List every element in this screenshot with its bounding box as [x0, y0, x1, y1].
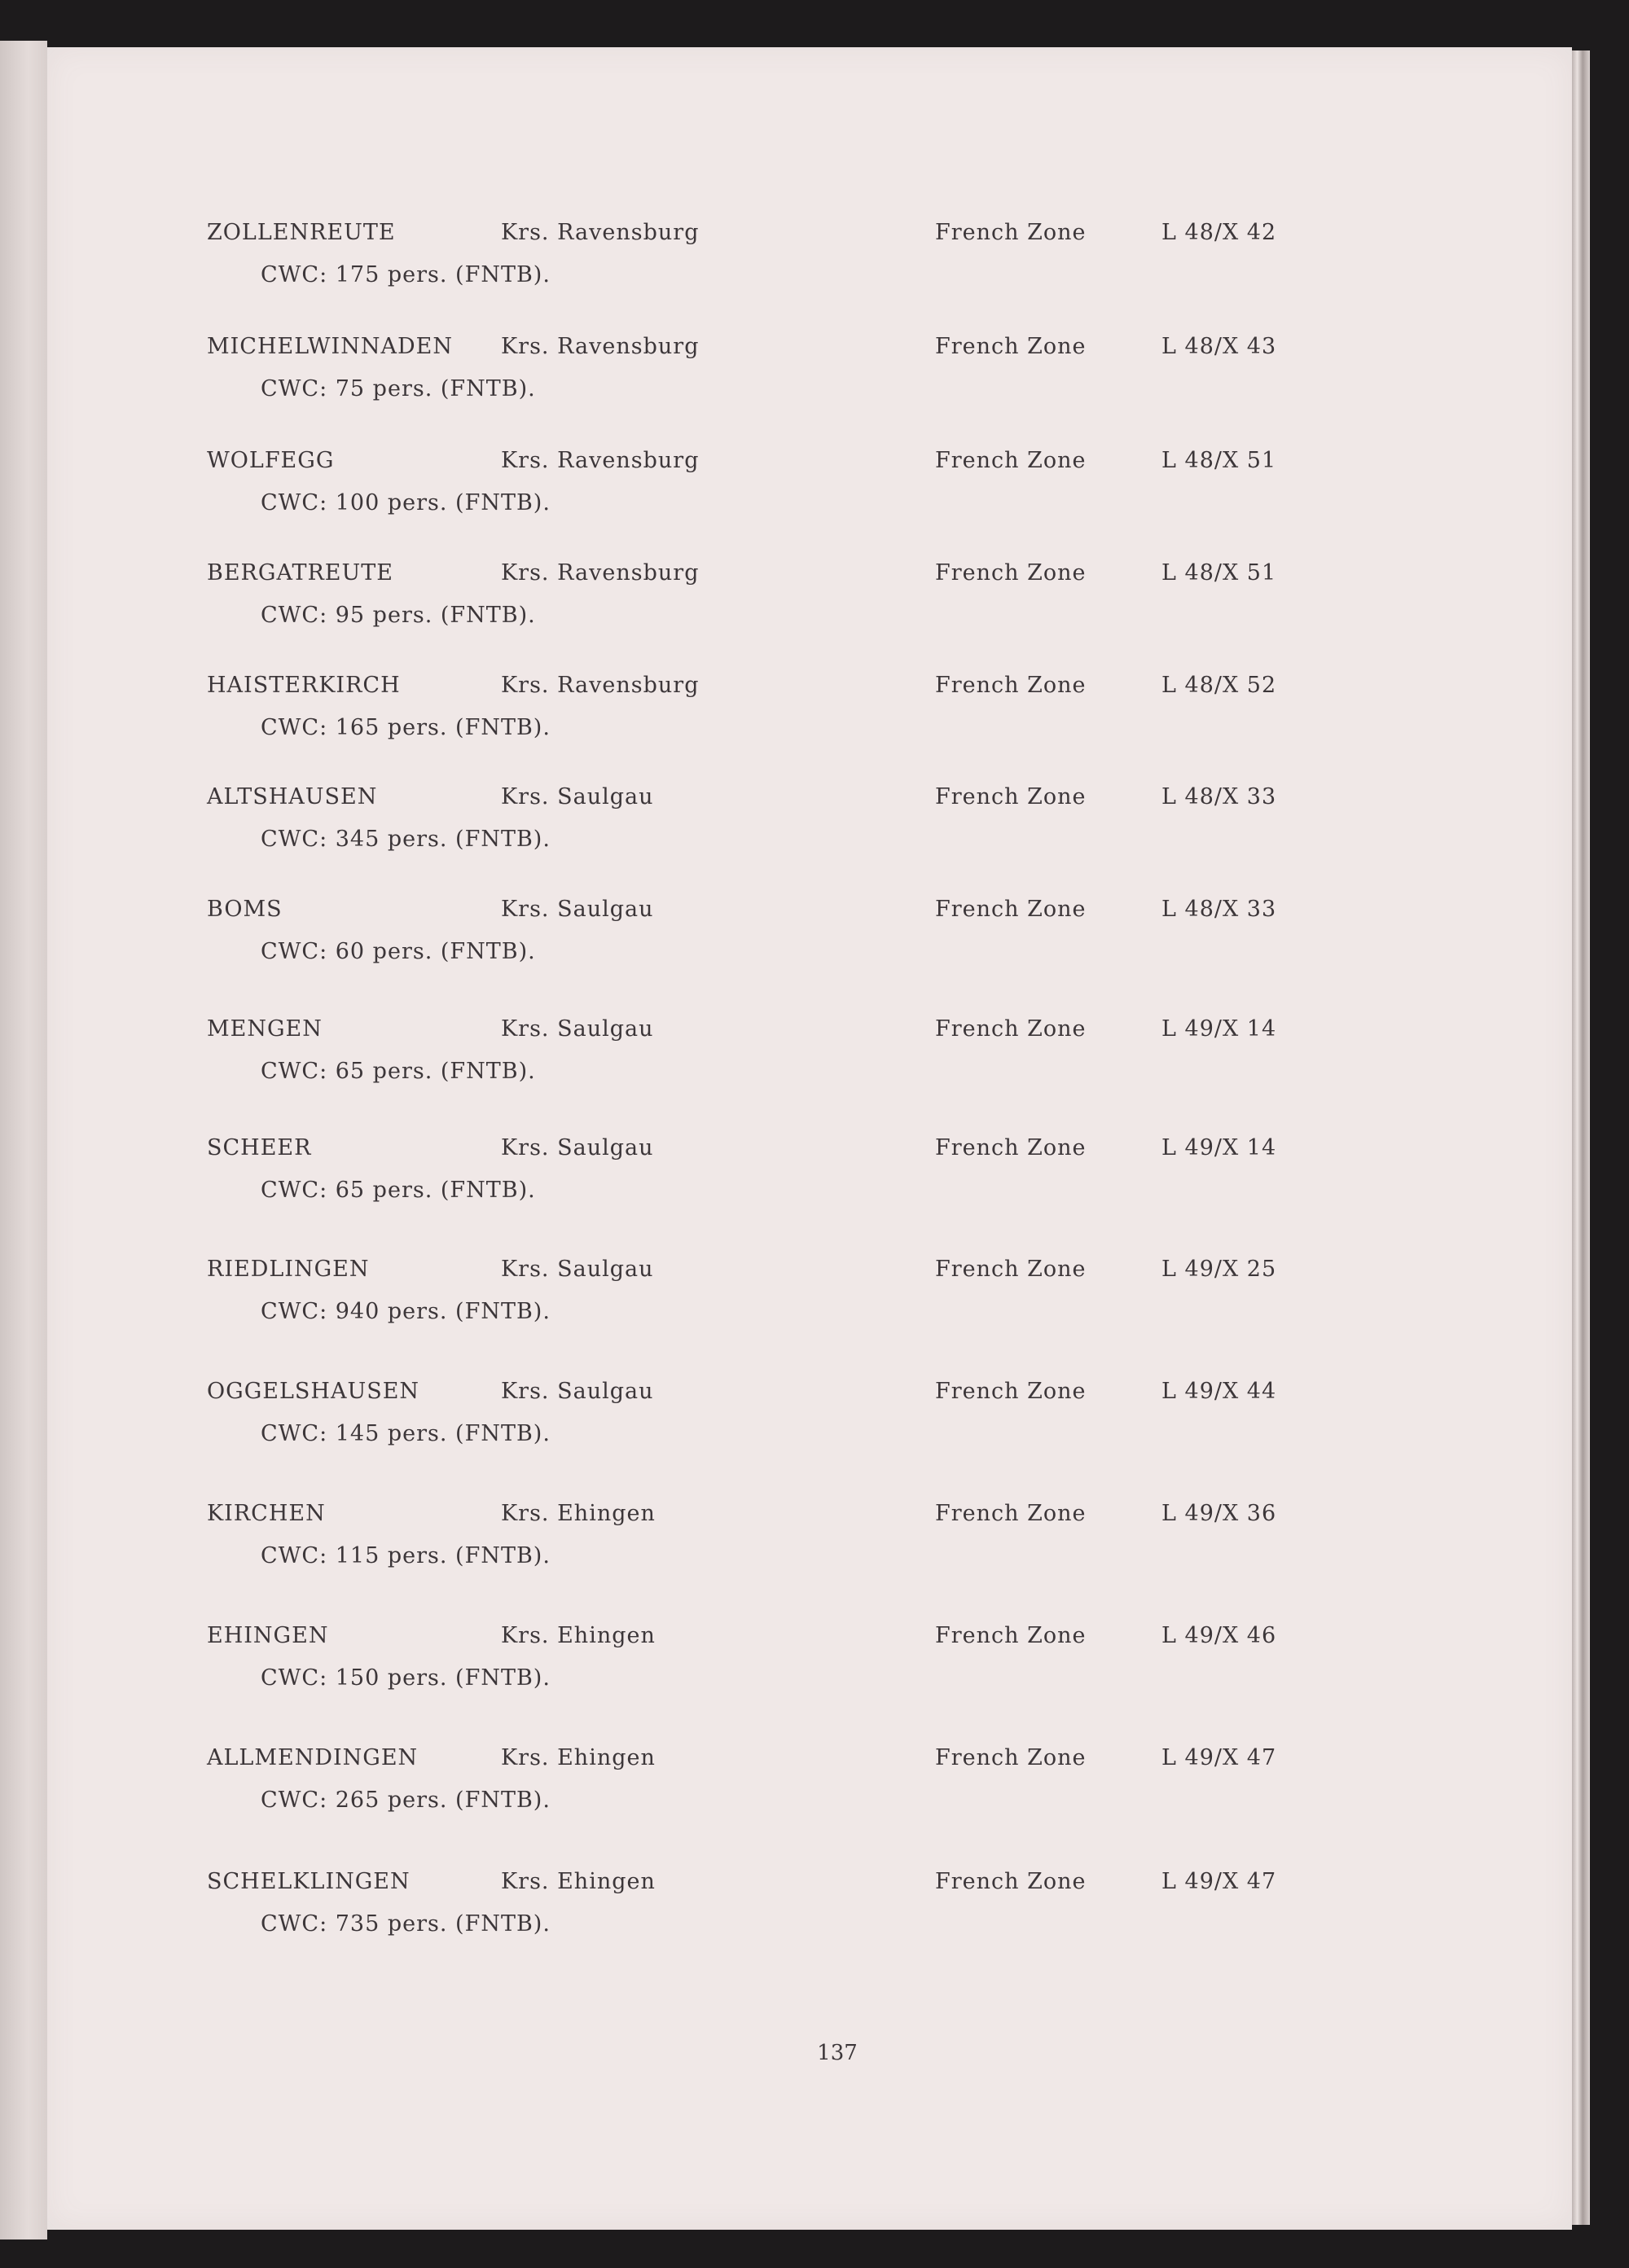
grid-reference: L 49/X 14 [1161, 1016, 1277, 1042]
list-entry [47, 1623, 1572, 1713]
district-name: Krs. Ehingen [501, 1623, 656, 1648]
place-name: ALTSHAUSEN [207, 784, 378, 809]
cwc-count: CWC: 115 pers. (FNTB). [261, 1543, 551, 1568]
grid-reference: L 49/X 47 [1161, 1869, 1277, 1894]
place-name: ZOLLENREUTE [207, 220, 396, 245]
zone-label: French Zone [935, 673, 1087, 698]
cwc-count: CWC: 100 pers. (FNTB). [261, 490, 551, 515]
place-name: WOLFEGG [207, 448, 335, 473]
grid-reference: L 48/X 52 [1161, 673, 1277, 698]
grid-reference: L 49/X 36 [1161, 1501, 1277, 1526]
zone-label: French Zone [935, 1135, 1087, 1160]
cwc-count: CWC: 165 pers. (FNTB). [261, 715, 551, 740]
cwc-count: CWC: 65 pers. (FNTB). [261, 1059, 536, 1084]
list-entry [47, 1135, 1572, 1225]
list-entry [47, 1379, 1572, 1468]
district-name: Krs. Ravensburg [501, 448, 700, 473]
zone-label: French Zone [935, 1501, 1087, 1526]
grid-reference: L 48/X 43 [1161, 334, 1277, 359]
grid-reference: L 49/X 44 [1161, 1379, 1277, 1404]
list-entry [47, 1016, 1572, 1106]
district-name: Krs. Saulgau [501, 1257, 654, 1282]
place-name: BOMS [207, 897, 283, 922]
grid-reference: L 48/X 33 [1161, 897, 1277, 922]
cwc-count: CWC: 95 pers. (FNTB). [261, 603, 536, 628]
place-name: SCHELKLINGEN [207, 1869, 411, 1894]
cwc-count: CWC: 60 pers. (FNTB). [261, 939, 536, 964]
zone-label: French Zone [935, 448, 1087, 473]
district-name: Krs. Ravensburg [501, 334, 700, 359]
zone-label: French Zone [935, 1257, 1087, 1282]
district-name: Krs. Saulgau [501, 1379, 654, 1404]
list-entry [47, 897, 1572, 986]
list-entry [47, 784, 1572, 874]
zone-label: French Zone [935, 1745, 1087, 1770]
cwc-count: CWC: 345 pers. (FNTB). [261, 827, 551, 852]
grid-reference: L 48/X 33 [1161, 784, 1277, 809]
list-entry [47, 1501, 1572, 1590]
place-name: OGGELSHAUSEN [207, 1379, 420, 1404]
district-name: Krs. Saulgau [501, 784, 654, 809]
place-name: EHINGEN [207, 1623, 329, 1648]
list-entry [47, 1257, 1572, 1346]
list-entry [47, 334, 1572, 423]
zone-label: French Zone [935, 220, 1087, 245]
zone-label: French Zone [935, 560, 1087, 586]
grid-reference: L 48/X 42 [1161, 220, 1277, 245]
district-name: Krs. Ravensburg [501, 673, 700, 698]
cwc-count: CWC: 265 pers. (FNTB). [261, 1788, 551, 1813]
district-name: Krs. Saulgau [501, 1016, 654, 1042]
list-entry [47, 560, 1572, 650]
district-name: Krs. Ravensburg [501, 560, 700, 586]
cwc-count: CWC: 150 pers. (FNTB). [261, 1665, 551, 1691]
page-number: 137 [817, 2041, 858, 2065]
grid-reference: L 49/X 46 [1161, 1623, 1277, 1648]
grid-reference: L 48/X 51 [1161, 448, 1277, 473]
zone-label: French Zone [935, 784, 1087, 809]
grid-reference: L 49/X 14 [1161, 1135, 1277, 1160]
document-page [47, 47, 1572, 2230]
place-name: RIEDLINGEN [207, 1257, 370, 1282]
district-name: Krs. Saulgau [501, 1135, 654, 1160]
grid-reference: L 48/X 51 [1161, 560, 1277, 586]
place-name: MICHELWINNADEN [207, 334, 453, 359]
place-name: MENGEN [207, 1016, 323, 1042]
page-stack-edge [1572, 50, 1590, 2225]
zone-label: French Zone [935, 1379, 1087, 1404]
grid-reference: L 49/X 25 [1161, 1257, 1277, 1282]
cwc-count: CWC: 65 pers. (FNTB). [261, 1178, 536, 1203]
grid-reference: L 49/X 47 [1161, 1745, 1277, 1770]
zone-label: French Zone [935, 1016, 1087, 1042]
list-entry [47, 448, 1572, 537]
district-name: Krs. Ehingen [501, 1745, 656, 1770]
zone-label: French Zone [935, 897, 1087, 922]
place-name: ALLMENDINGEN [207, 1745, 419, 1770]
list-entry [47, 220, 1572, 309]
cwc-count: CWC: 175 pers. (FNTB). [261, 262, 551, 287]
zone-label: French Zone [935, 334, 1087, 359]
district-name: Krs. Ehingen [501, 1869, 656, 1894]
place-name: HAISTERKIRCH [207, 673, 401, 698]
district-name: Krs. Ehingen [501, 1501, 656, 1526]
list-entry [47, 1745, 1572, 1835]
district-name: Krs. Saulgau [501, 897, 654, 922]
zone-label: French Zone [935, 1869, 1087, 1894]
place-name: SCHEER [207, 1135, 312, 1160]
list-entry [47, 673, 1572, 762]
list-entry [47, 1869, 1572, 1959]
zone-label: French Zone [935, 1623, 1087, 1648]
facing-page-edge [0, 41, 47, 2239]
district-name: Krs. Ravensburg [501, 220, 700, 245]
cwc-count: CWC: 940 pers. (FNTB). [261, 1299, 551, 1324]
cwc-count: CWC: 145 pers. (FNTB). [261, 1421, 551, 1446]
cwc-count: CWC: 75 pers. (FNTB). [261, 376, 536, 401]
place-name: BERGATREUTE [207, 560, 393, 586]
place-name: KIRCHEN [207, 1501, 326, 1526]
cwc-count: CWC: 735 pers. (FNTB). [261, 1911, 551, 1937]
